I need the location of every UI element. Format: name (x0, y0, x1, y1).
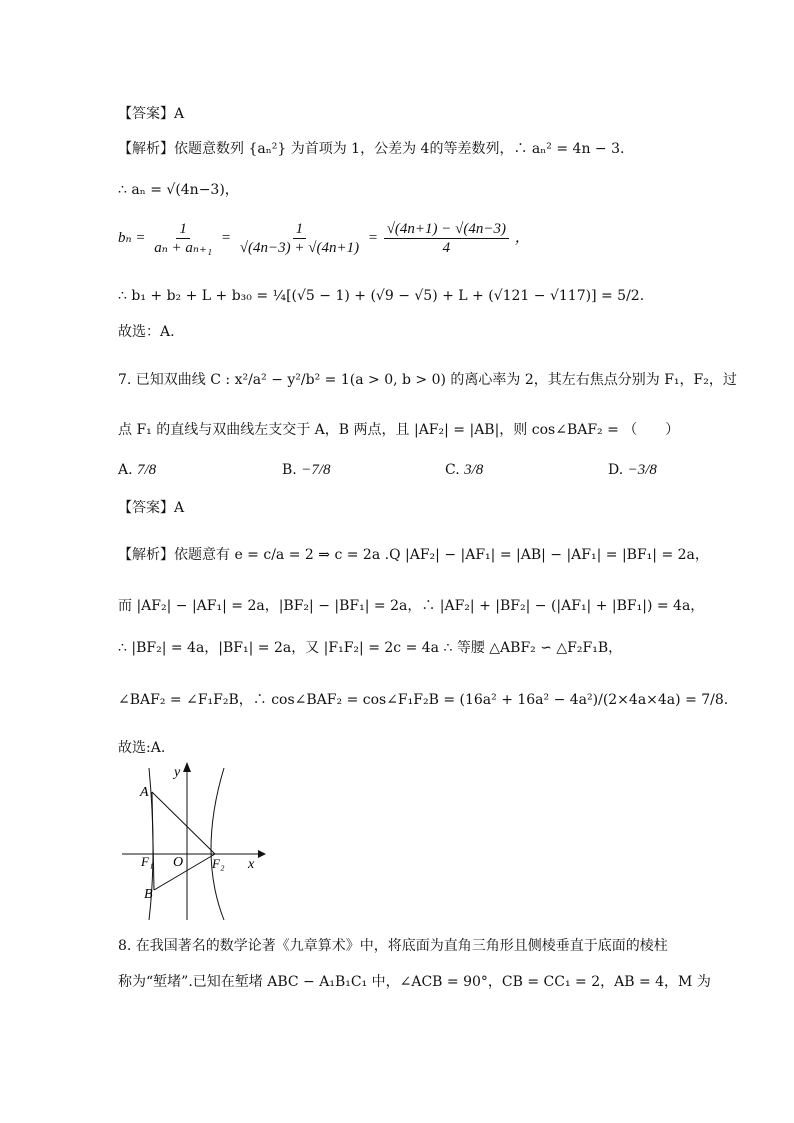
bn-tail: ， (514, 229, 530, 246)
q7-option-c-letter: C. (445, 462, 460, 478)
bn-frac2-den: √(4n−3) + √(4n+1) (239, 240, 360, 256)
answer-label-6: 【答案】A (118, 106, 185, 122)
bn-formula (118, 220, 530, 257)
q8-line1: 8. 在我国著名的数学论著《九章算术》中，将底面为直角三角形且侧棱垂直于底面的棱柱 (118, 938, 668, 954)
hyperbola-right-branch (211, 768, 224, 920)
choose-6: 故选：A. (118, 324, 175, 340)
analysis-6-line2: ∴ aₙ = √(4n−3)， (118, 182, 239, 198)
q7-option-b (282, 462, 331, 479)
q7-option-a-letter: A. (118, 462, 133, 478)
bn-frac3-num: √(4n+1) − √(4n−3) (384, 220, 509, 239)
q7-option-d-letter: D. (608, 462, 624, 478)
sum-line: ∴ b₁ + b₂ + L + b₃₀ = ¼[(√5 − 1) + (√9 − √5) + L + (√121 − √117)] = 5/2. (118, 288, 645, 304)
q7-option-d (608, 462, 657, 479)
q7-option-c-value: 3/8 (464, 462, 484, 478)
bn-frac2 (237, 220, 362, 257)
label-a: A (140, 785, 149, 800)
analysis-7-line1: 【解析】依题意有 e = c/a = 2 ⇒ c = 2a .Q |AF₂| − |AF₁| = |AB| − |AF₁| = |BF₁| = 2a， (118, 547, 709, 563)
label-o: O (173, 855, 184, 870)
analysis-7-line2: 而 |AF₂| − |AF₁| = 2a，|BF₂| − |BF₁| = 2a，∴ |AF₂| + |BF₂| − (|AF₁| + |BF₁|) = 4a， (118, 598, 705, 614)
bn-eq1: = (220, 229, 231, 246)
q7-option-d-value: −3/8 (627, 462, 657, 478)
choose-7: 故选:A. (118, 740, 166, 756)
bn-frac1 (151, 220, 215, 257)
bn-eq2: = (367, 229, 378, 246)
q8-line2: 称为“堑堵”.已知在堑堵 ABC − A₁B₁C₁ 中，∠ACB = 90°，CB = CC₁ = 2，AB = 4，M 为 (118, 974, 711, 990)
label-f1: F₁ (141, 854, 154, 869)
answer-label-7: 【答案】A (118, 500, 185, 516)
bn-lhs: bₙ = (118, 229, 146, 246)
bn-frac2-num: 1 (293, 220, 307, 239)
hyperbola-figure (118, 760, 268, 926)
q7-option-a-value: 7/8 (137, 462, 157, 478)
segment-af2 (152, 792, 215, 854)
bn-frac3 (384, 220, 509, 257)
label-y: y (174, 765, 181, 780)
q7-line2: 点 F₁ 的直线与双曲线左支交于 A，B 两点，且 |AF₂| = |AB|，则 cos∠BAF₂ = （ ） (118, 422, 680, 438)
q7-line1: 7. 已知双曲线 C : x²/a² − y²/b² = 1(a > 0, b > 0) 的离心率为 2，其左右焦点分别为 F₁，F₂，过 (118, 372, 737, 388)
label-b: B (144, 887, 153, 902)
label-x: x (248, 857, 255, 872)
q7-option-a (118, 462, 156, 479)
q7-option-c (445, 462, 483, 479)
analysis-7-line3: ∴ |BF₂| = 4a，|BF₁| = 2a，又 |F₁F₂| = 2c = 4a ∴ 等腰 △ABF₂ ∽ △F₂F₁B， (118, 640, 623, 656)
bn-frac3-den: 4 (442, 240, 451, 256)
bn-frac1-num: 1 (176, 220, 190, 239)
segment-bf2 (154, 854, 215, 890)
q7-option-b-value: −7/8 (301, 462, 331, 478)
q7-option-b-letter: B. (282, 462, 297, 478)
analysis-6-line1: 【解析】依题意数列 {aₙ²} 为首项为 1，公差为 4的等差数列，∴ aₙ² = 4n − 3. (118, 141, 625, 157)
label-f2: F₂ (212, 856, 225, 871)
bn-frac1-den: aₙ + aₙ₊₁ (154, 240, 213, 256)
analysis-7-line4: ∠BAF₂ = ∠F₁F₂B，∴ cos∠BAF₂ = cos∠F₁F₂B = (16a² + 16a² − 4a²)/(2×4a×4a) = 7/8. (118, 692, 729, 708)
x-axis-arrow (258, 850, 266, 858)
y-axis-arrow (183, 762, 191, 772)
